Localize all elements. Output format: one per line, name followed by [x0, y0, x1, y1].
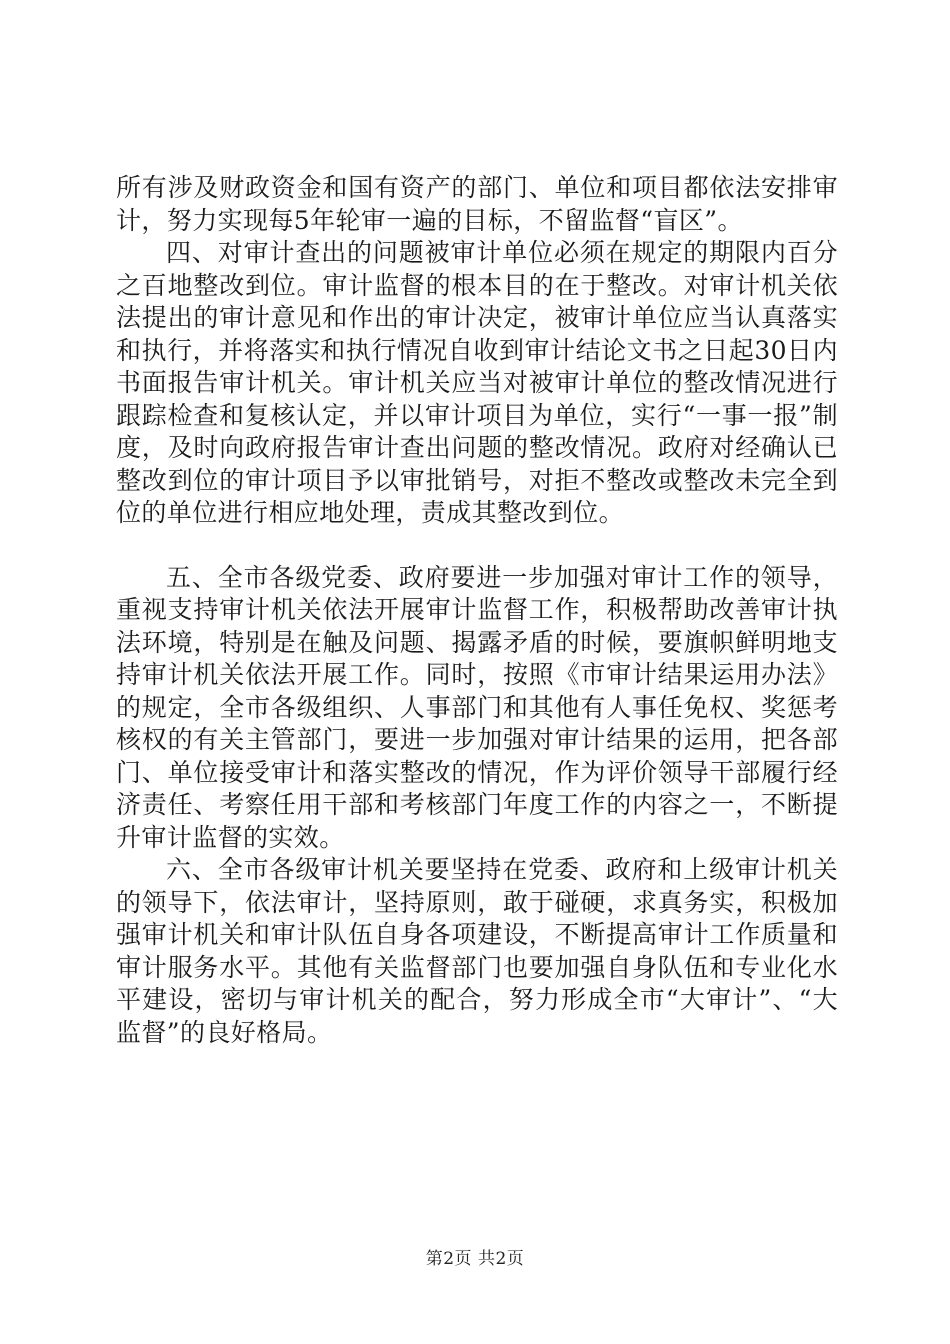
paragraph-gap: [116, 530, 838, 562]
paragraph-section-four: 四、对审计查出的问题被审计单位必须在规定的期限内百分之百地整改到位。审计监督的根本目的在于整改。对审计机关依法提出的审计意见和作出的审计决定，被审计单位应当认真落实和执行，并将落实和执行情况自收到审计结论文书之日起30日内书面报告审计机关。审计机关应当对被审计单位的整改情况进行跟踪检查和复核认定，并以审计项目为单位，实行“一事一报”制度，及时向政府报告审计查出问题的整改情况。政府对经确认已整改到位的审计项目予以审批销号，对拒不整改或整改未完全到位的单位进行相应地处理，责成其整改到位。: [116, 238, 838, 527]
paragraph-continuation: 所有涉及财政资金和国有资产的部门、单位和项目都依法安排审计，努力实现每5年轮审一遍的目标，不留监督“盲区”。: [116, 173, 838, 235]
page-footer: 第2页 共2页: [425, 1249, 525, 1269]
document-body: [116, 172, 838, 1049]
paragraph-section-six: 六、全市各级审计机关要坚持在党委、政府和上级审计机关的领导下，依法审计，坚持原则，敢于碰硬，求真务实，积极加强审计机关和审计队伍自身各项建设，不断提高审计工作质量和审计服务水平。其他有关监督部门也要加强自身队伍和专业化水平建设，密切与审计机关的配合，努力形成全市“大审计”、“大监督”的良好格局。: [116, 855, 838, 1047]
paragraph-section-five: 五、全市各级党委、政府要进一步加强对审计工作的领导，重视支持审计机关依法开展审计监督工作，积极帮助改善审计执法环境，特别是在触及问题、揭露矛盾的时候，要旗帜鲜明地支持审计机关依法开展工作。同时，按照《市审计结果运用办法》的规定，全市各级组织、人事部门和其他有人事任免权、奖惩考核权的有关主管部门，要进一步加强对审计结果的运用，把各部门、单位接受审计和落实整改的情况，作为评价领导干部履行经济责任、考察任用干部和考核部门年度工作的内容之一，不断提升审计监督的实效。: [116, 562, 838, 852]
